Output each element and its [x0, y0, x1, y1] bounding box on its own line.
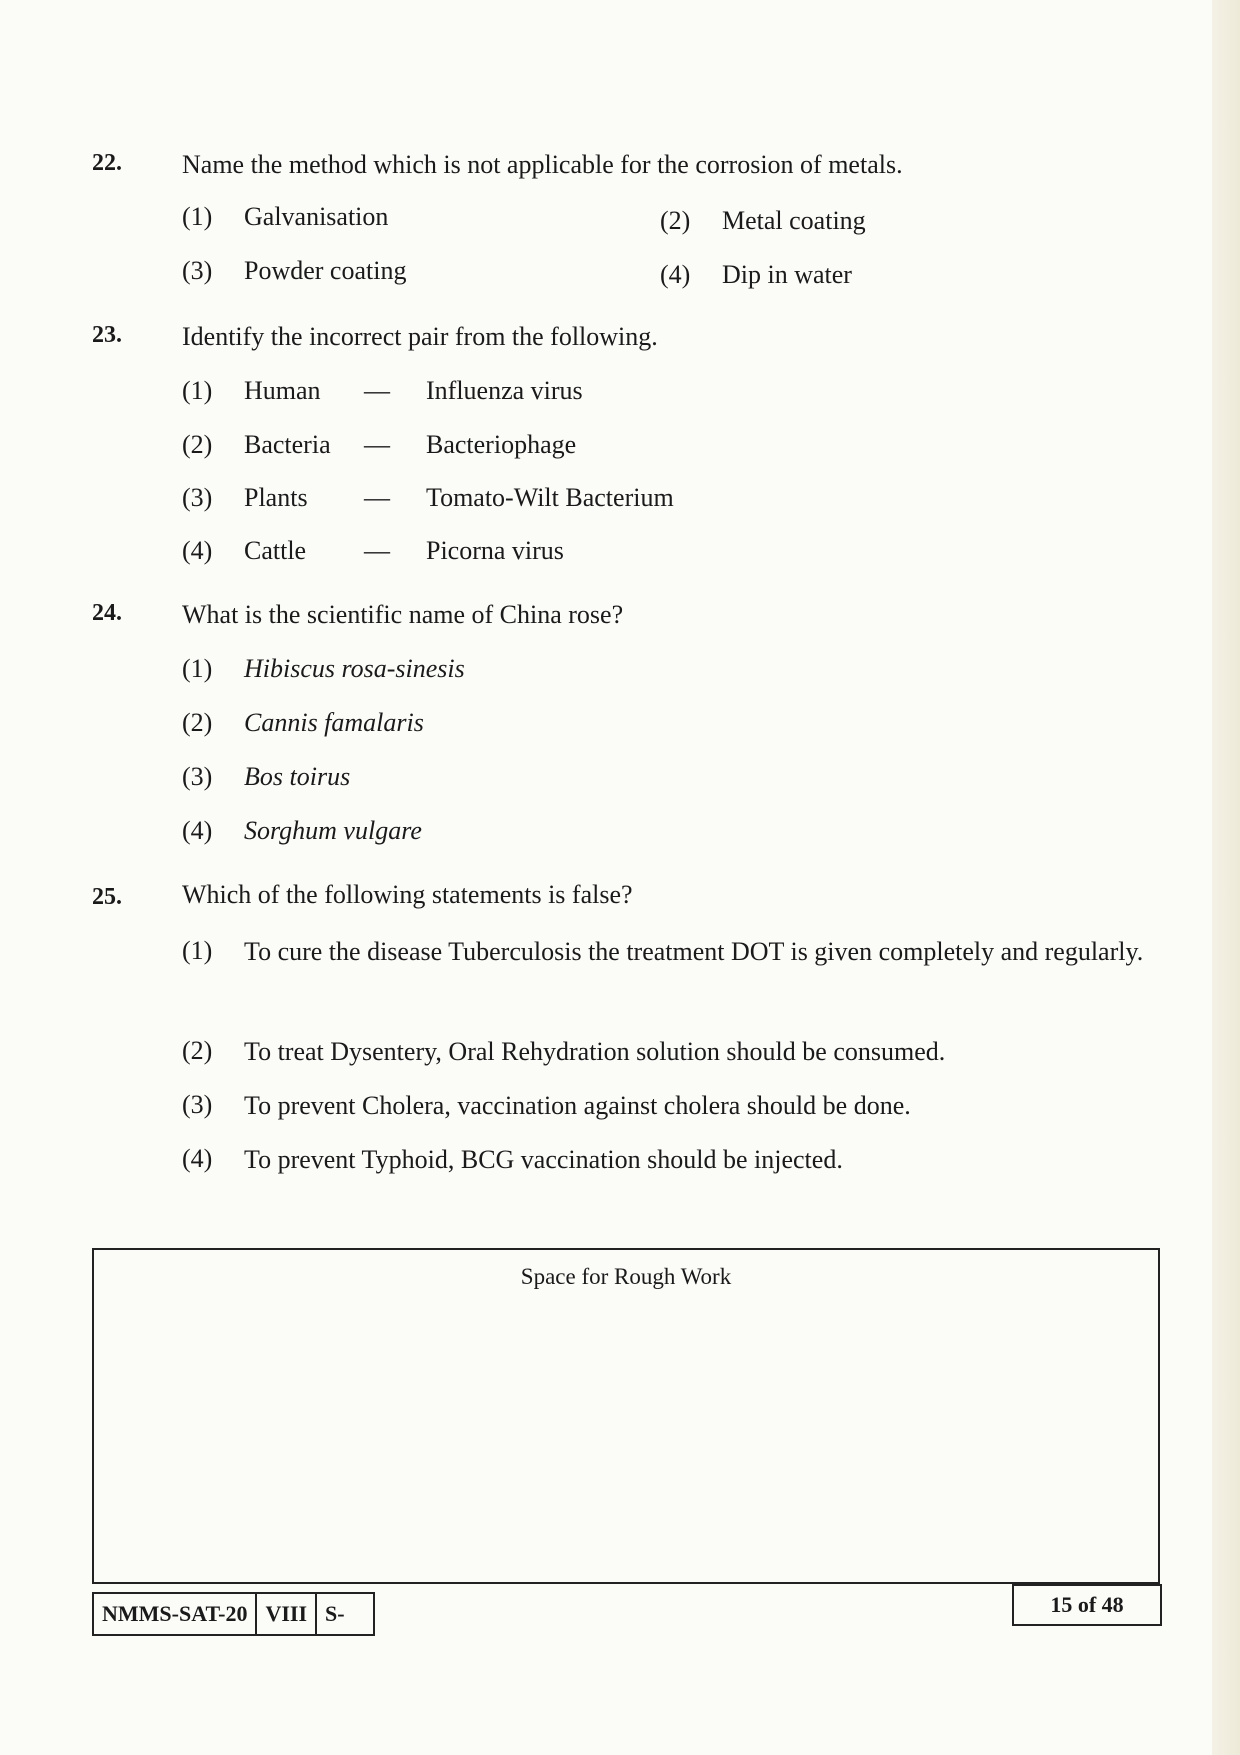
question-number: 22. [92, 150, 122, 176]
option-number: (4) [182, 1144, 213, 1173]
option-4 [182, 1138, 1162, 1182]
option-text: Dip in water [722, 260, 852, 289]
option-3 [182, 256, 406, 286]
pair-right: Picorna virus [426, 536, 564, 565]
option-text: To prevent Typhoid, BCG vaccination should be injected. [244, 1145, 843, 1174]
option-3 [182, 1084, 1162, 1128]
pair-dash: — [364, 536, 390, 565]
option-number: (4) [182, 816, 213, 845]
question-number: 24. [92, 600, 122, 626]
option-text: Sorghum vulgare [244, 816, 422, 845]
option-number: (3) [182, 762, 213, 791]
pair-left: Plants [244, 483, 308, 512]
pair-left: Cattle [244, 536, 307, 565]
option-number: (3) [182, 256, 213, 285]
option-number: (4) [182, 536, 213, 565]
pair-right: Bacteriophage [426, 430, 577, 459]
question-text: What is the scientific name of China rose? [182, 600, 624, 629]
question-text: Name the method which is not applicable for the corrosion of metals. [182, 150, 903, 179]
pair-dash: — [364, 483, 390, 512]
option-1 [182, 930, 1162, 974]
option-number: (3) [182, 483, 213, 512]
option-number: (1) [182, 376, 213, 405]
option-text: To prevent Cholera, vaccination against cholera should be done. [244, 1091, 911, 1120]
option-2 [660, 206, 866, 236]
option-number: (4) [660, 260, 691, 289]
paper-code: NMMS-SAT-20 [94, 1594, 257, 1634]
question-number: 25. [92, 884, 122, 910]
option-4 [660, 260, 852, 290]
option-number: (2) [660, 206, 691, 235]
option-number: (1) [182, 936, 213, 965]
pair-dash: — [364, 376, 390, 405]
class-code: VIII [257, 1594, 317, 1634]
option-2 [182, 1030, 1162, 1074]
option-text: Bos toirus [244, 762, 351, 791]
paper-edge [1212, 0, 1240, 1755]
pair-dash: — [364, 430, 390, 459]
option-2 [182, 708, 424, 738]
option-number: (1) [182, 654, 213, 683]
option-number: (1) [182, 202, 213, 231]
pair-right: Tomato-Wilt Bacterium [426, 483, 674, 512]
option-text: Galvanisation [244, 202, 389, 231]
page-number: 15 of 48 [1012, 1584, 1162, 1626]
rough-work-title: Space for Rough Work [520, 1264, 732, 1289]
pair-left: Bacteria [244, 430, 331, 459]
option-number: (2) [182, 708, 213, 737]
option-number: (2) [182, 1036, 213, 1065]
question-number: 23. [92, 322, 122, 348]
option-text: To treat Dysentery, Oral Rehydration solution should be consumed. [244, 1037, 946, 1066]
question-text: Which of the following statements is false? [182, 880, 633, 909]
option-text: Powder coating [244, 256, 407, 285]
series-code: S- [325, 1601, 345, 1626]
paper-code-box [92, 1592, 375, 1636]
option-4 [182, 816, 422, 846]
option-text: To cure the disease Tuberculosis the treatment DOT is given completely and regularly. [244, 937, 1144, 966]
question-text: Identify the incorrect pair from the following. [182, 322, 658, 351]
pair-right: Influenza virus [426, 376, 583, 405]
option-3 [182, 762, 350, 792]
rough-work-box [92, 1248, 1160, 1584]
option-text: Cannis famalaris [244, 708, 424, 737]
option-1 [182, 202, 388, 232]
option-text: Metal coating [722, 206, 866, 235]
option-number: (3) [182, 1090, 213, 1119]
option-text: Hibiscus rosa-sinesis [244, 654, 465, 683]
option-1 [182, 654, 465, 684]
option-number: (2) [182, 430, 213, 459]
pair-left: Human [244, 376, 321, 405]
